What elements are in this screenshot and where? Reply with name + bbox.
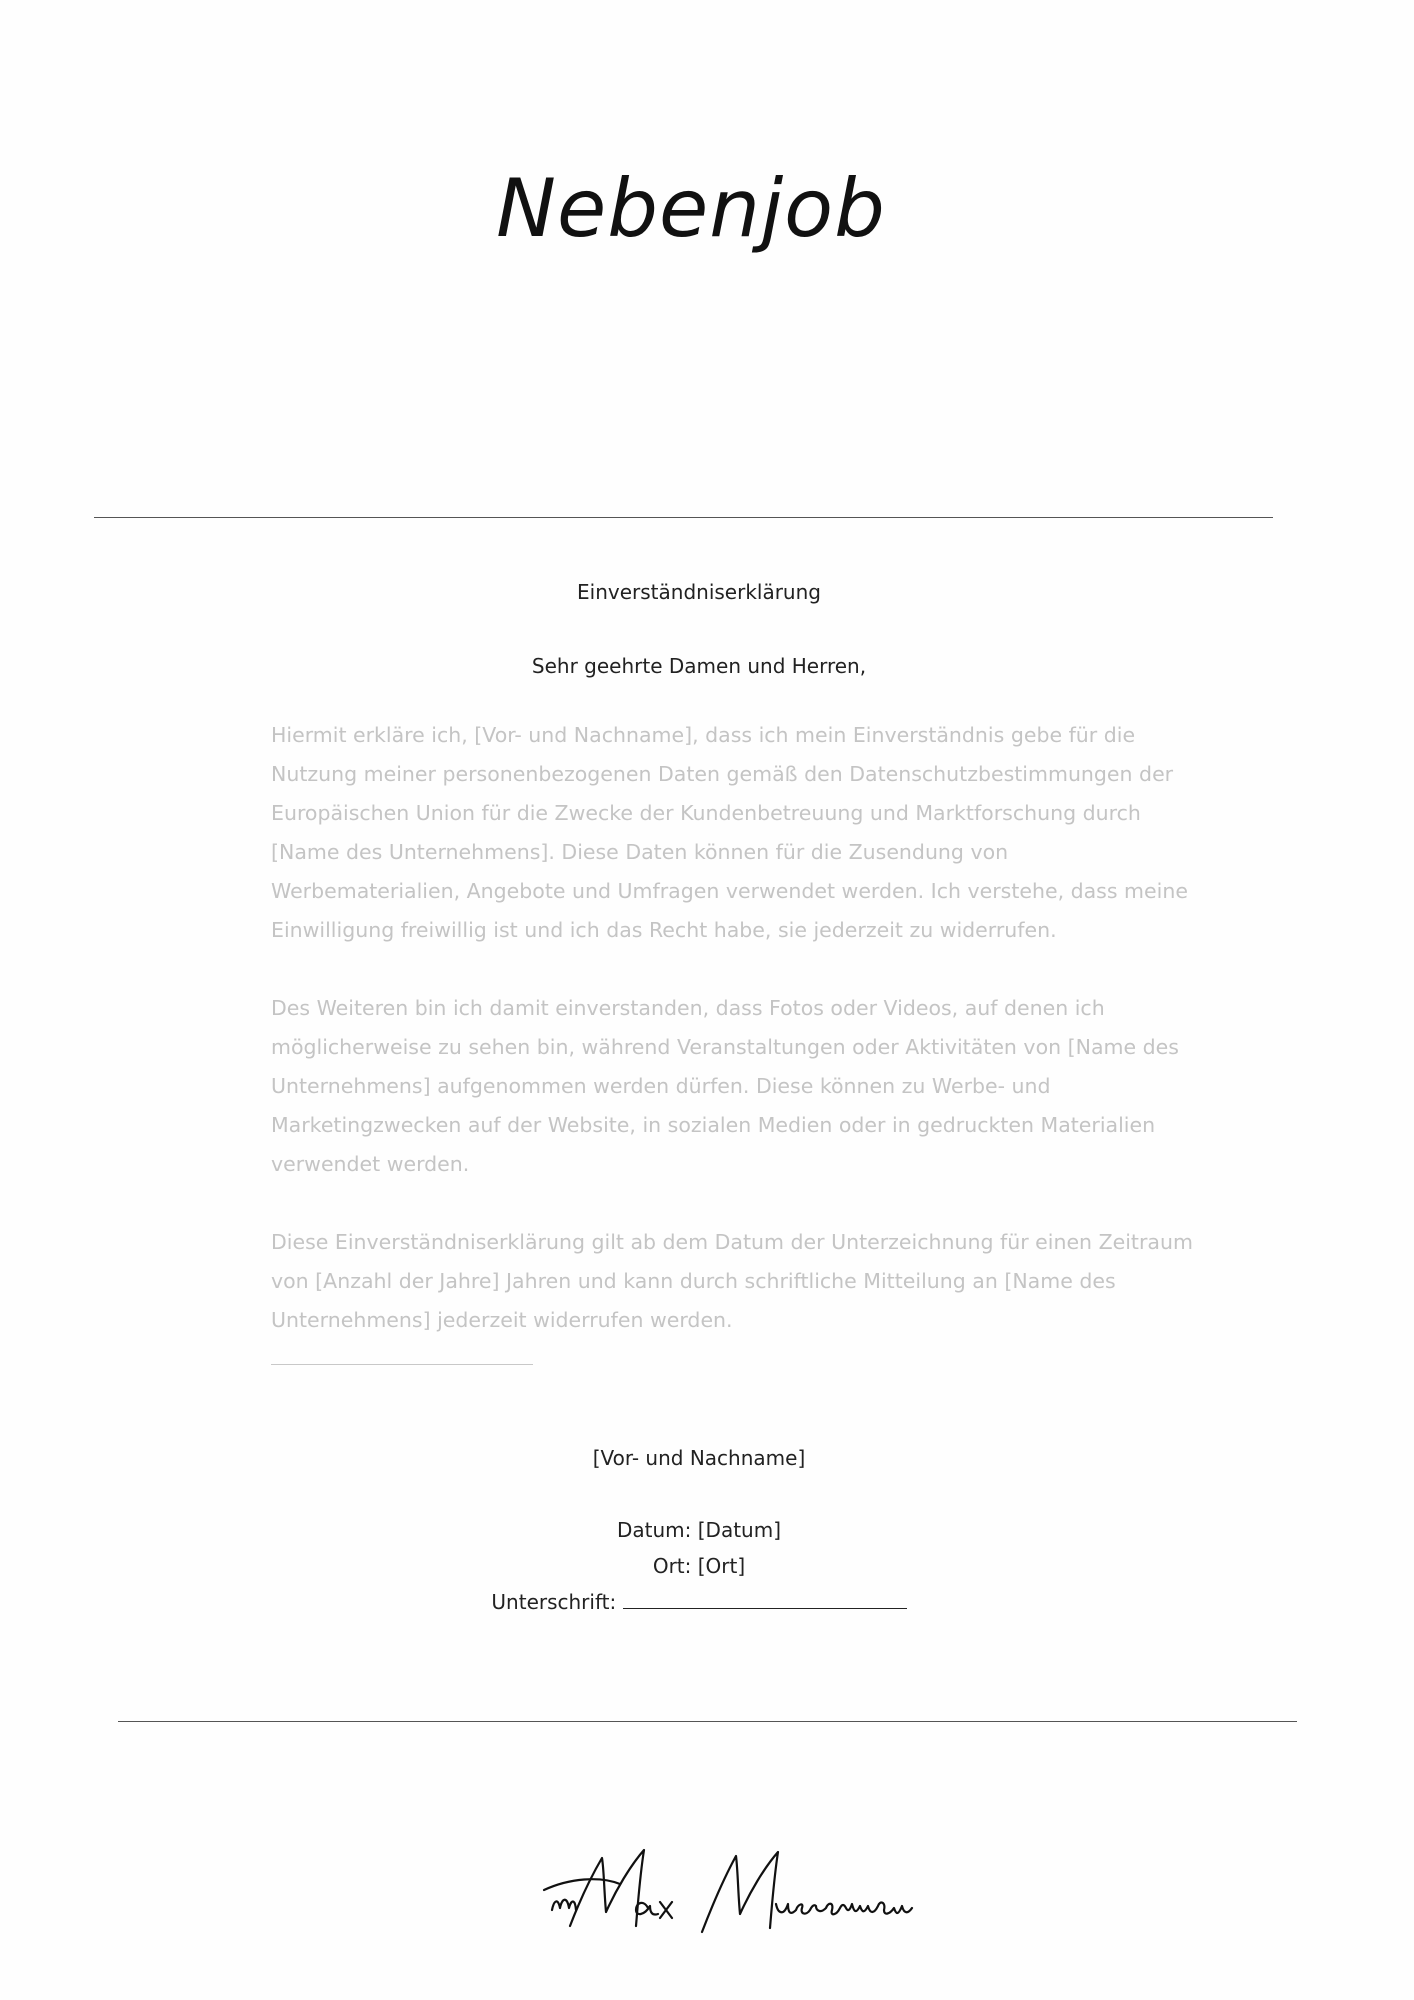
paragraph-validity: Diese Einverständniserklärung gilt ab dem Datum der Unterzeichnung für einen Zeitraum von [Anzahl der Jahre] Jahren und kann durch schriftliche Mitteilung an [Name des Unternehmens] jederzeit widerrufen werden. bbox=[271, 1230, 1193, 1332]
document-title: Einverständniserklärung bbox=[577, 580, 821, 604]
paragraph-consent-data: Hiermit erkläre ich, [Vor- und Nachname], dass ich mein Einverständnis gebe für die Nutzung meiner personenbezogenen Daten gemäß den Datenschutzbestimmungen der Europäischen Union für die Zwecke der Kundenbetreuung und Marktforschung durch [Name des Unternehmens]. Diese Daten können für die Zusendung von Werbematerialien, Angebote und Umfragen verwendet werden. Ich verstehe, dass meine Einwilligung freiwillig ist und ich das Recht habe, sie jederzeit zu widerrufen. bbox=[271, 723, 1188, 942]
handwritten-signature bbox=[540, 1830, 920, 1940]
bottom-divider bbox=[118, 1721, 1297, 1722]
signer-name: [Vor- und Nachname] bbox=[592, 1446, 806, 1470]
signature-label: Unterschrift: bbox=[491, 1590, 617, 1614]
salutation: Sehr geehrte Damen und Herren, bbox=[531, 654, 867, 678]
paragraph-consent-media: Des Weiteren bin ich damit einverstanden, dass Fotos oder Videos, auf denen ich möglicherweise zu sehen bin, während Veranstaltungen oder Aktivitäten von [Name des Unternehmens] aufgenommen werden dürfen. Diese können zu Werbe- und Marketingzwecken auf der Website, in sozialen Medien oder in gedruckten Materialien verwendet werden. bbox=[271, 996, 1179, 1176]
top-divider bbox=[94, 517, 1273, 518]
signature-blank-line bbox=[623, 1590, 907, 1609]
short-divider bbox=[271, 1364, 533, 1365]
date-field: Datum: [Datum] bbox=[616, 1518, 781, 1542]
place-field: Ort: [Ort] bbox=[652, 1554, 746, 1578]
page-title: Nebenjob bbox=[496, 162, 886, 255]
body-text bbox=[271, 716, 1201, 1379]
signature-field bbox=[0, 1590, 1406, 1614]
